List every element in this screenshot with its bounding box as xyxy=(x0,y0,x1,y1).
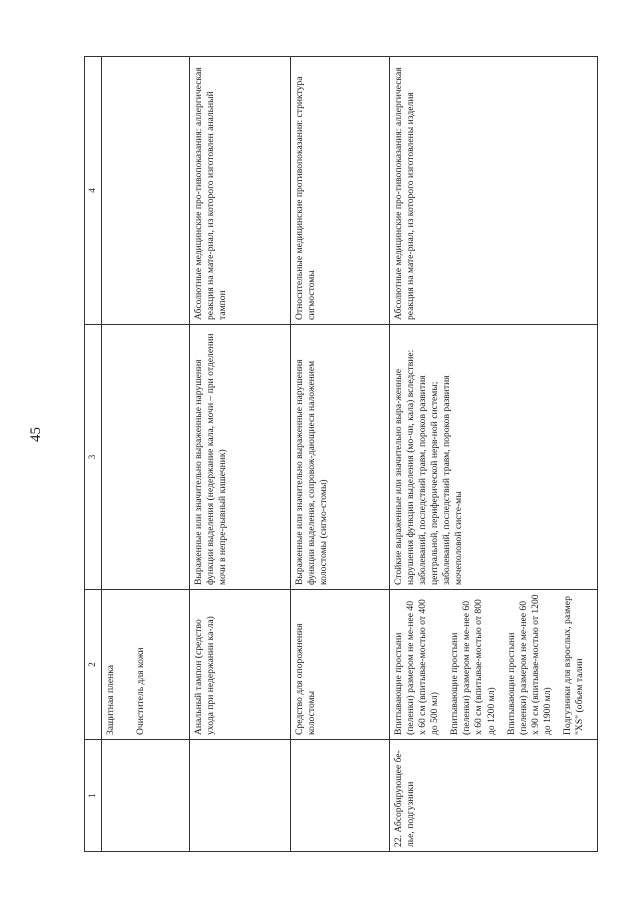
cell-contraindications: Относительные медицинские противопоказания: стриктура сигмостомы xyxy=(291,57,390,325)
cell-empty xyxy=(291,740,390,852)
cell-empty xyxy=(102,740,190,852)
cell-category: 22. Абсорбирующее бе-лье, подгузники xyxy=(390,740,598,852)
cell-empty xyxy=(190,740,291,852)
table-row xyxy=(390,57,598,852)
cell-indications: Выраженные или значительно выраженные нарушения функции выделения, сопровож-дающиеся наложением колостомы (сигмо-стомы) xyxy=(291,325,390,590)
rotated-page xyxy=(84,57,586,852)
product-item: Впитывающие простыни (пеленки) размером не ме-нее 40 х 60 см (впитывае-мостью от 400 до 500 мл) xyxy=(393,599,441,735)
cell-products xyxy=(102,590,190,740)
cell-products xyxy=(390,590,598,740)
cell-indications: Стойкие выраженные или значительно выра-женные нарушения функции выделения (мо-чи, кала) вследствие: заболеваний, последствий травм, пороков развития центральной, периферической нерв-ной системы; заболеваний, последствий травм, пороков развития мочеполовой систе-мы xyxy=(390,325,598,590)
cell-empty xyxy=(102,325,190,590)
cell-product: Анальный тампон (средство ухода при недержании ка-ла) xyxy=(190,590,291,740)
page-number: 45 xyxy=(28,427,44,442)
product-item: Впитывающие простыни (пеленки) размером не ме-нее 60 х 90 см (впитывае-мостью от 1200 до 1900 мл) xyxy=(505,594,553,735)
cell-indications: Выраженные или значительно выраженные нарушения функции выделения (недержание кала, мочи – при отделении мочи в непре-рывный кишечник) xyxy=(190,325,291,590)
product-item: Подгузники для взрослых, размер "XS" (объем талии xyxy=(561,596,586,735)
table-row xyxy=(291,57,390,852)
column-header-1: 1 xyxy=(85,740,102,852)
cell-contraindications: Абсолютные медицинские про-тивопоказания: аллергическая реакция на мате-риал, из которого изготовлен анальный тампон xyxy=(190,57,291,325)
cell-product: Средство для опорожнения колостомы xyxy=(291,590,390,740)
product-protective-film: Защитная пленка xyxy=(105,664,116,735)
column-header-4: 4 xyxy=(85,57,102,325)
header-row xyxy=(85,57,102,852)
product-item: Впитывающие простыни (пеленки) размером не ме-нее 60 х 60 см (впитывае-мостью от 800 до 1200 мл) xyxy=(449,599,497,735)
column-header-3: 3 xyxy=(85,325,102,590)
column-header-2: 2 xyxy=(85,590,102,740)
cell-contraindications: Абсолютные медицинские про-тивопоказания: аллергическая реакция на мате-риал, из которого изготовлены изделия xyxy=(390,57,598,325)
table-row xyxy=(190,57,291,852)
rehab-means-table xyxy=(84,56,598,852)
product-skin-cleanser: Очиститель для кожи xyxy=(135,647,147,735)
table-row xyxy=(102,57,190,852)
cell-empty xyxy=(102,57,190,325)
